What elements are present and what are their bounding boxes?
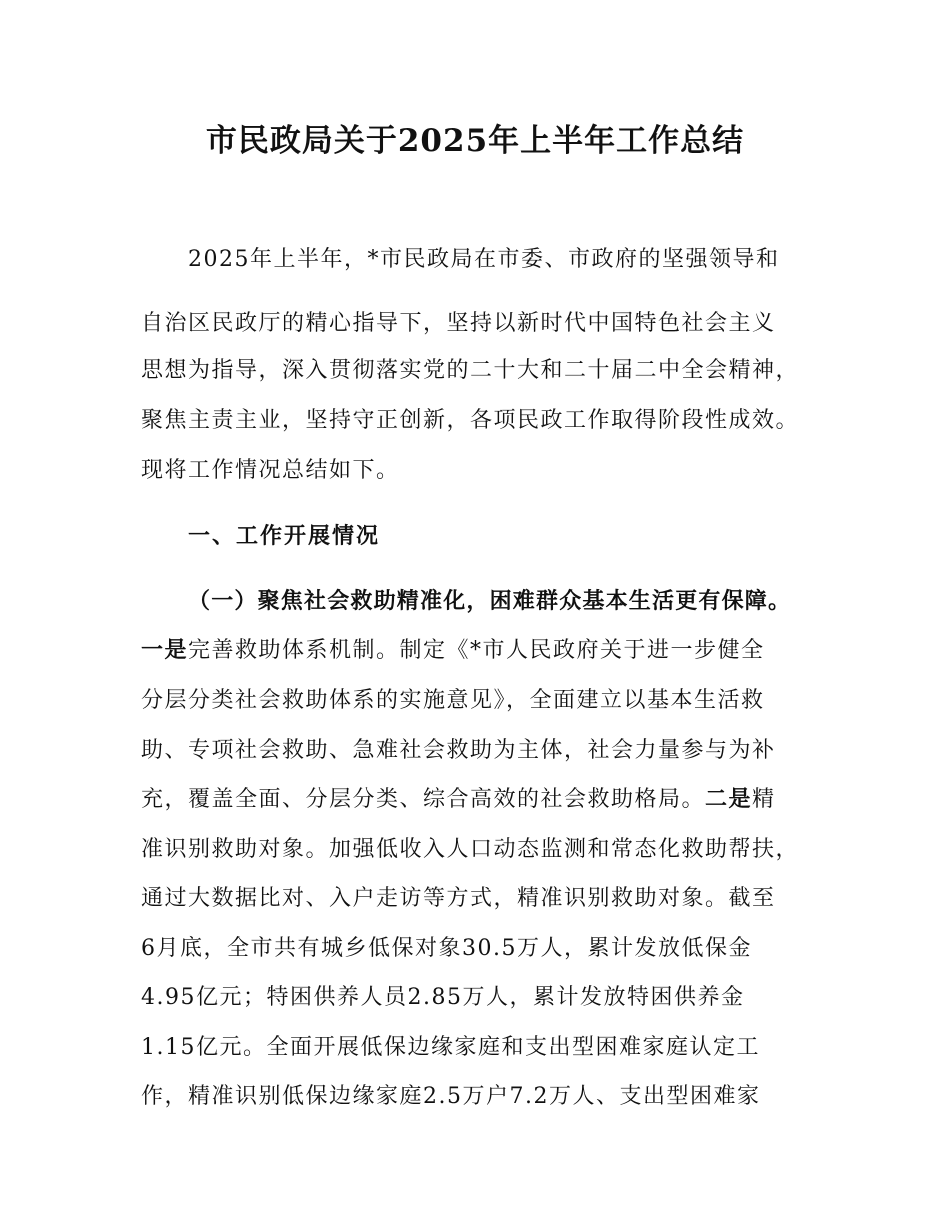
body-line-2: 分层分类社会救助体系的实施意见》，全面建立以基本生活救 [141, 688, 765, 713]
section-heading: 一、工作开展情况 [188, 524, 381, 549]
ordinal-second: 二是 [705, 787, 753, 812]
body-line-4-text: 充，覆盖全面、分层分类、综合高效的社会救助格局。 [141, 787, 706, 812]
document-title: 市民政局关于2025年上半年工作总结 [205, 123, 745, 159]
body-line-4 [141, 782, 776, 818]
intro-line-2: 自治区民政厅的精心指导下，坚持以新时代中国特色社会主义 [141, 311, 776, 336]
ordinal-first: 一是 [141, 638, 189, 663]
body-line-8: 4.95亿元；特困供养人员2.85万人，累计发放特困供养金 [141, 985, 745, 1010]
intro-line-5: 现将工作情况总结如下。 [141, 458, 400, 483]
body-line-4-tail: 精 [752, 787, 776, 812]
body-line-7: 6月底，全市共有城乡低保对象30.5万人，累计发放低保金 [141, 936, 752, 961]
body-line-3: 助、专项社会救助、急难社会救助为主体，社会力量参与为补 [141, 738, 776, 763]
body-line-9: 1.15亿元。全面开展低保边缘家庭和支出型困难家庭认定工 [141, 1035, 760, 1060]
body-line-5: 准识别救助对象。加强低收入人口动态监测和常态化救助帮扶， [141, 837, 800, 862]
body-line-6: 通过大数据比对、入户走访等方式，精准识别救助对象。截至 [141, 886, 776, 911]
subsection-heading: （一）聚焦社会救助精准化，困难群众基本生活更有保障。 [188, 589, 792, 614]
body-line-1-text: 完善救助体系机制。制定《*市人民政府关于进一步健全 [188, 638, 765, 663]
body-line-1 [141, 633, 765, 669]
body-line-10: 作，精准识别低保边缘家庭2.5万户7.2万人、支出型困难家 [141, 1084, 761, 1109]
intro-line-4: 聚焦主责主业，坚持守正创新，各项民政工作取得阶段性成效。 [141, 408, 800, 433]
intro-line-3: 思想为指导，深入贯彻落实党的二十大和二十届二中全会精神， [141, 358, 800, 383]
intro-line-1: 2025年上半年，*市民政局在市委、市政府的坚强领导和 [188, 247, 780, 272]
